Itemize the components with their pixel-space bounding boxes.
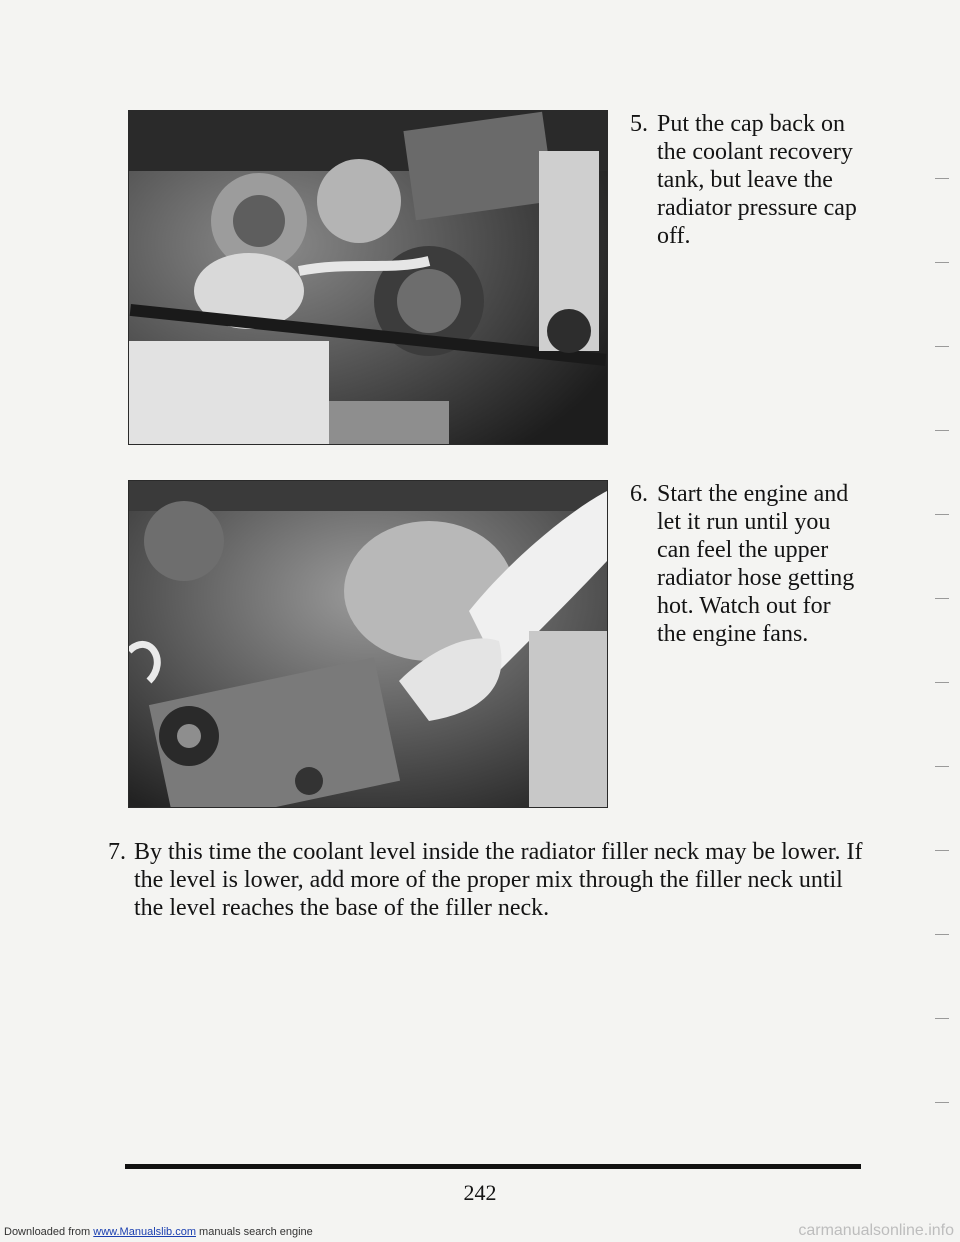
margin-tick — [935, 430, 949, 431]
step-text: Put the cap back on the coolant recovery tank, but leave the radiator pressure cap off. — [657, 111, 857, 249]
radiator-hose-illustration — [129, 481, 607, 807]
engine-bay-photo — [128, 110, 608, 445]
footer-suffix: manuals search engine — [199, 1226, 313, 1238]
margin-tick — [935, 934, 949, 935]
step-number: 6. — [630, 481, 648, 507]
margin-tick — [935, 178, 949, 179]
margin-tick — [935, 682, 949, 683]
radiator-hose-photo — [128, 480, 608, 808]
footer-prefix: Downloaded from — [4, 1226, 91, 1238]
margin-tick — [935, 766, 949, 767]
download-footer — [4, 1226, 313, 1238]
footer-rule — [125, 1164, 861, 1169]
step-5 — [630, 110, 860, 250]
margin-tick — [935, 1102, 949, 1103]
step-6 — [630, 480, 860, 648]
step-number: 5. — [630, 111, 648, 137]
margin-tick — [935, 1018, 949, 1019]
margin-tick — [935, 346, 949, 347]
margin-tick — [935, 598, 949, 599]
step-text: By this time the coolant level inside the radiator filler neck may be lower. If the level is lower, add more of the proper mix through the filler neck until the level reaches the base of the filler neck. — [134, 839, 863, 921]
manualslib-link[interactable]: www.Manualslib.com — [93, 1226, 196, 1238]
step-7 — [108, 838, 868, 922]
margin-tick — [935, 514, 949, 515]
page-number: 242 — [463, 1180, 497, 1205]
step-text: Start the engine and let it run until you can feel the upper radiator hose getting hot. Watch out for the engine fans. — [657, 481, 855, 647]
step-number: 7. — [108, 839, 126, 865]
margin-tick — [935, 262, 949, 263]
engine-bay-illustration — [129, 111, 607, 444]
margin-tick — [935, 850, 949, 851]
watermark: carmanualsonline.info — [798, 1222, 954, 1239]
